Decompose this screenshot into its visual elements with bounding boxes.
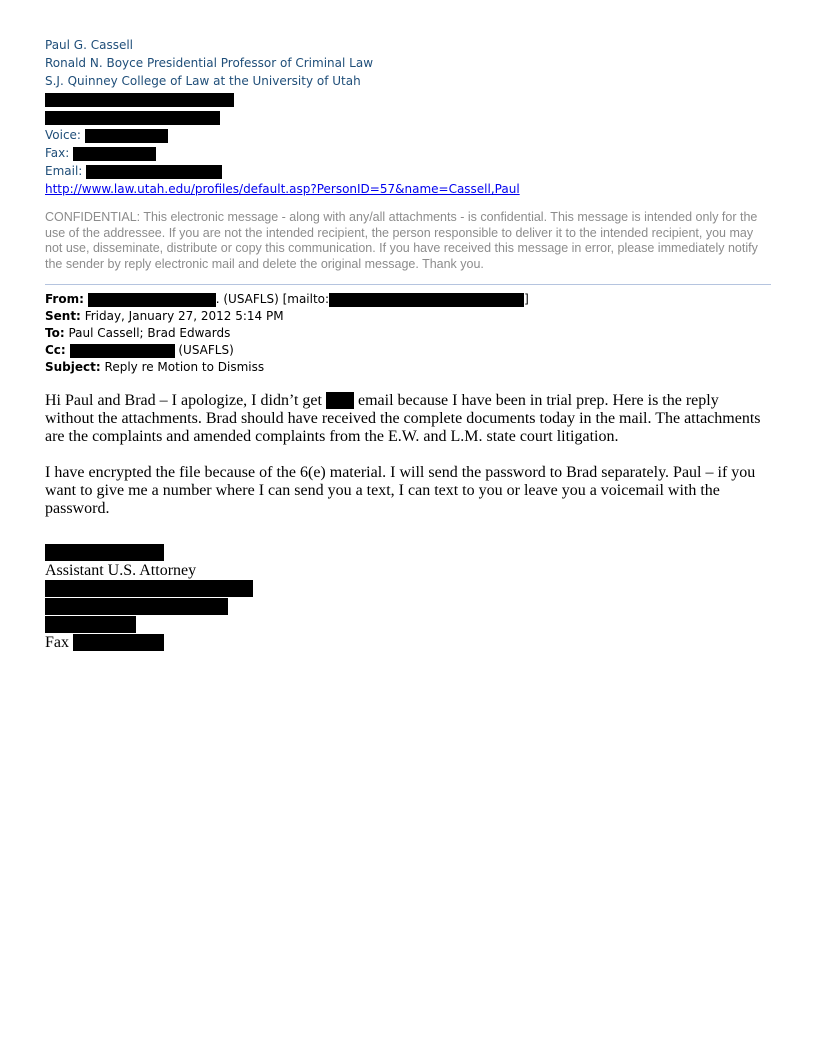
redaction-closing-fax	[73, 634, 164, 651]
email-header	[45, 291, 771, 376]
sent-label: Sent:	[45, 309, 81, 323]
to-label: To:	[45, 326, 65, 340]
from-close: ]	[524, 292, 529, 306]
redaction-address-2	[45, 111, 220, 125]
closing-signature	[45, 544, 771, 652]
sent-value: Friday, January 27, 2012 5:14 PM	[84, 309, 284, 323]
signature-school: S.J. Quinney College of Law at the University of Utah	[45, 74, 361, 88]
sender-title: Assistant U.S. Attorney	[45, 562, 197, 579]
signature-name: Paul G. Cassell	[45, 38, 134, 52]
body-paragraph-1	[45, 392, 771, 446]
subject-label: Subject:	[45, 360, 101, 374]
redaction-from-name	[88, 293, 216, 307]
cc-suffix: (USAFLS)	[178, 343, 234, 357]
redaction-closing-line-2	[45, 598, 228, 615]
signature-title: Ronald N. Boyce Presidential Professor of Criminal Law	[45, 56, 374, 70]
redaction-sender-name	[45, 544, 164, 561]
profile-link[interactable]: http://www.law.utah.edu/profiles/default.asp?PersonID=57&name=Cassell,Paul	[45, 182, 520, 196]
fax-label: Fax:	[45, 146, 70, 160]
redaction-fax	[73, 147, 156, 161]
redaction-voice	[85, 129, 168, 143]
body-paragraph-2: I have encrypted the file because of the 6(e) material. I will send the password to Brad separately. Paul – if you want to give me a number where I can send you a text, I can text to you or leave you a voicemail with the password.	[45, 464, 756, 517]
redaction-email	[86, 165, 222, 179]
email-document	[45, 36, 771, 652]
from-suffix: . (USAFLS) [mailto:	[215, 292, 330, 306]
redaction-cc	[70, 344, 175, 358]
to-value: Paul Cassell; Brad Edwards	[68, 326, 231, 340]
body-p1-start: Hi Paul and Brad – I apologize, I didn’t get	[45, 392, 322, 409]
body-p1-end: email because I have been in trial prep. Here is the reply without the attachments. Brad should have received the complete documents today in the mail. The attachments are the complaints and amended complaints from the E.W. and L.M. state court litigation.	[45, 392, 761, 445]
email-label: Email:	[45, 164, 83, 178]
redaction-closing-line-3	[45, 616, 136, 633]
closing-fax-label: Fax	[45, 634, 69, 651]
subject-value: Reply re Motion to Dismiss	[104, 360, 265, 374]
redaction-address-1	[45, 93, 234, 107]
redaction-body-word	[326, 392, 354, 409]
voice-label: Voice:	[45, 128, 81, 142]
redaction-from-email	[329, 293, 524, 307]
cc-label: Cc:	[45, 343, 66, 357]
signature-block	[45, 36, 771, 198]
header-divider	[45, 284, 771, 285]
confidential-notice: CONFIDENTIAL: This electronic message - along with any/all attachments - is confidential. This message is intended only for the use of the addressee. If you are not the intended recipient, the person responsible to deliver it to the intended recipient, you may not use, disseminate, distribute or copy this communication. If you have received this message in error, please immediately notify the sender by reply electronic mail and delete the original message. Thank you.	[45, 210, 758, 271]
email-body	[45, 392, 771, 518]
redaction-closing-line-1	[45, 580, 253, 597]
from-label: From:	[45, 292, 84, 306]
